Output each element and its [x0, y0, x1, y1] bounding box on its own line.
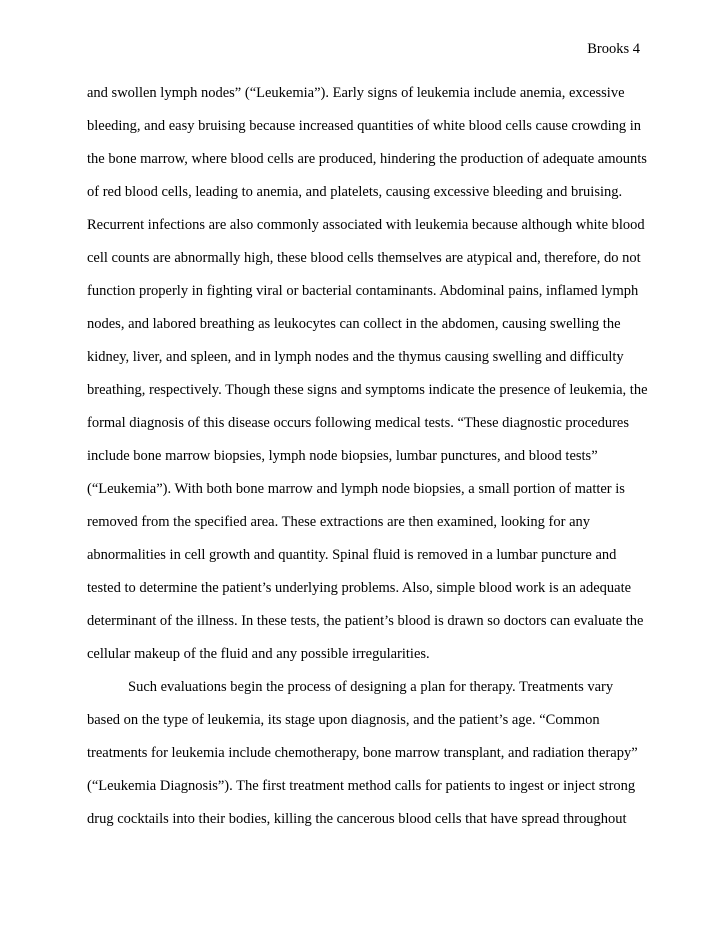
text-line: breathing, respectively. Though these signs and symptoms indicate the presence of leukemia, the [87, 382, 648, 398]
paragraph-first-line: Such evaluations begin the process of designing a plan for therapy. Treatments vary [128, 679, 614, 695]
text-line: drug cocktails into their bodies, killing the cancerous blood cells that have spread throughout [87, 811, 627, 827]
text-line: cellular makeup of the fluid and any possible irregularities. [87, 646, 430, 662]
text-line: nodes, and labored breathing as leukocytes can collect in the abdomen, causing swelling the [87, 316, 621, 332]
text-line: formal diagnosis of this disease occurs following medical tests. “These diagnostic procedures [87, 415, 629, 431]
text-line: (“Leukemia Diagnosis”). The first treatment method calls for patients to ingest or inject strong [87, 778, 636, 794]
text-line: the bone marrow, where blood cells are produced, hindering the production of adequate amounts [87, 151, 647, 167]
text-line: treatments for leukemia include chemotherapy, bone marrow transplant, and radiation therapy” [87, 745, 638, 761]
text-line: of red blood cells, leading to anemia, and platelets, causing excessive bleeding and bruising. [87, 184, 623, 200]
text-line: Recurrent infections are also commonly associated with leukemia because although white blood [87, 217, 645, 233]
text-line: determinant of the illness. In these tests, the patient’s blood is drawn so doctors can evaluate the [87, 613, 644, 629]
text-line: abnormalities in cell growth and quantity. Spinal fluid is removed in a lumbar puncture and [87, 547, 617, 563]
text-line: include bone marrow biopsies, lymph node biopsies, lumbar punctures, and blood tests” [87, 448, 598, 464]
text-line: (“Leukemia”). With both bone marrow and lymph node biopsies, a small portion of matter is [87, 481, 625, 497]
text-line: based on the type of leukemia, its stage upon diagnosis, and the patient’s age. “Common [87, 712, 600, 728]
text-line: and swollen lymph nodes” (“Leukemia”). Early signs of leukemia include anemia, excessive [87, 85, 625, 101]
text-line: tested to determine the patient’s underlying problems. Also, simple blood work is an adequate [87, 580, 632, 596]
text-line: cell counts are abnormally high, these blood cells themselves are atypical and, therefore, do not [87, 250, 641, 266]
text-line: bleeding, and easy bruising because increased quantities of white blood cells cause crowding in [87, 118, 642, 134]
text-line: function properly in fighting viral or bacterial contaminants. Abdominal pains, inflamed lymph [87, 283, 639, 299]
text-line: removed from the specified area. These extractions are then examined, looking for any [87, 514, 591, 530]
text-line: kidney, liver, and spleen, and in lymph nodes and the thymus causing swelling and difficulty [87, 349, 624, 365]
running-head: Brooks 4 [587, 41, 640, 57]
